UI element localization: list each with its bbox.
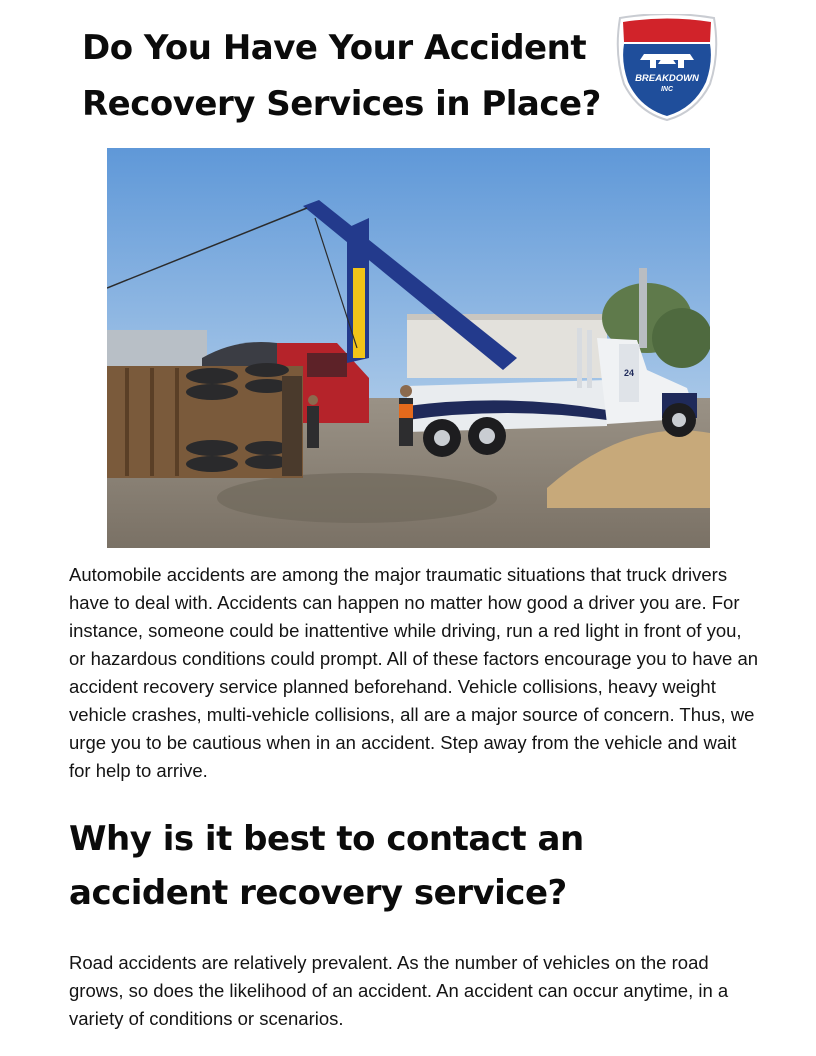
body-paragraph: Road accidents are relatively prevalent. As the number of vehicles on the road grows, so does the likelihood of an accident. An accident can occur anytime, in a variety of conditions or scenarios. [69, 952, 729, 1029]
truck-panel-text: 24 [623, 368, 635, 378]
logo-text-inc: INC [660, 86, 674, 93]
tow-truck-recovery-photo [107, 148, 710, 548]
logo-text-breakdown: BREAKDOWN [635, 73, 699, 84]
intro-paragraph: Automobile accidents are among the major traumatic situations that truck drivers have to deal with. Accidents can happen no matter how good a driver you are. For instance, someone could be inattentive while driving, run a red light in front of you, or hazardous conditions could prompt. All of these factors encourage you to have an accident recovery service planned beforehand. Vehicle collisions, heavy weight vehicle crashes, multi-vehicle collisions, all are a major source of concern. Thus, we urge you to be cautious when in an accident. Step away from the vehicle and wait for help to arrive. [69, 564, 759, 781]
company-logo [614, 14, 720, 122]
page-title: Do You Have Your Accident Recovery Services in Place? [82, 28, 601, 124]
interstate-shield-icon [614, 14, 720, 122]
section-heading: Why is it best to contact an accident recovery service? [69, 819, 584, 913]
